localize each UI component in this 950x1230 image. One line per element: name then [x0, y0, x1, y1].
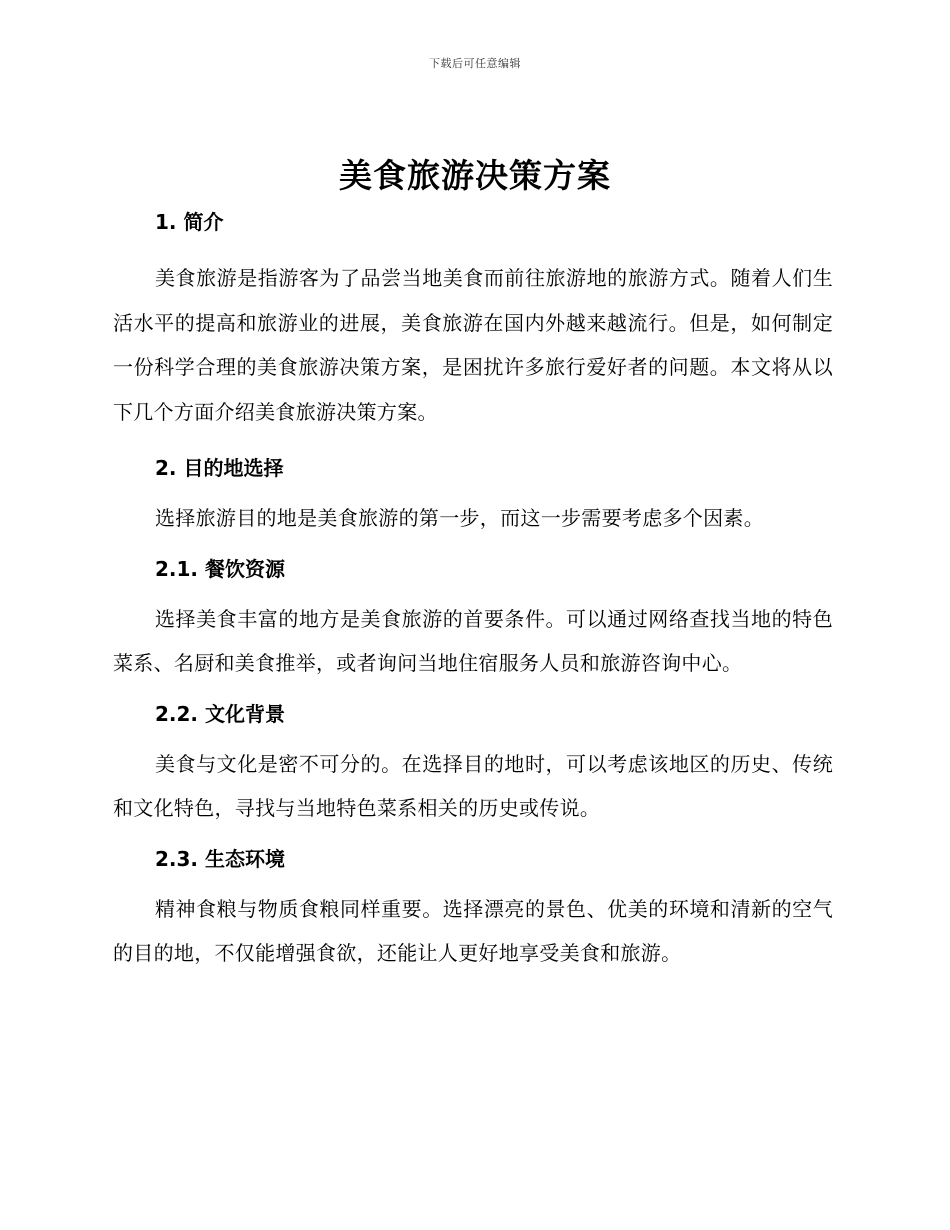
section-body-ecology: 精神食粮与物质食粮同样重要。选择漂亮的景色、优美的环境和清新的空气的目的地，不仅能增强食欲，还能让人更好地享受美食和旅游。: [113, 896, 833, 965]
section-heading-intro: 1. 简介: [155, 210, 224, 234]
section-body-dining: 选择美食丰富的地方是美食旅游的首要条件。可以通过网络查找当地的特色菜系、名厨和美食推举，或者询问当地住宿服务人员和旅游咨询中心。: [113, 606, 833, 675]
section-body-destination: 选择旅游目的地是美食旅游的第一步，而这一步需要考虑多个因素。: [155, 506, 764, 530]
section-heading-destination: 2. 目的地选择: [155, 456, 284, 480]
section-body-culture: 美食与文化是密不可分的。在选择目的地时，可以考虑该地区的历史、传统和文化特色，寻找与当地特色菜系相关的历史或传说。: [113, 751, 833, 820]
section-heading-dining: 2.1. 餐饮资源: [155, 556, 285, 581]
document-title: 美食旅游决策方案: [339, 156, 611, 195]
section-heading-culture: 2.2. 文化背景: [155, 701, 285, 726]
section-heading-ecology: 2.3. 生态环境: [155, 846, 285, 871]
document-body: [113, 202, 833, 976]
section-body-intro: 美食旅游是指游客为了品尝当地美食而前往旅游地的旅游方式。随着人们生活水平的提高和旅游业的进展，美食旅游在国内外越来越流行。但是，如何制定一份科学合理的美食旅游决策方案，是困扰许多旅行爱好者的问题。本文将从以下几个方面介绍美食旅游决策方案。: [113, 266, 833, 424]
page-header-note: 下载后可任意编辑: [429, 57, 521, 70]
